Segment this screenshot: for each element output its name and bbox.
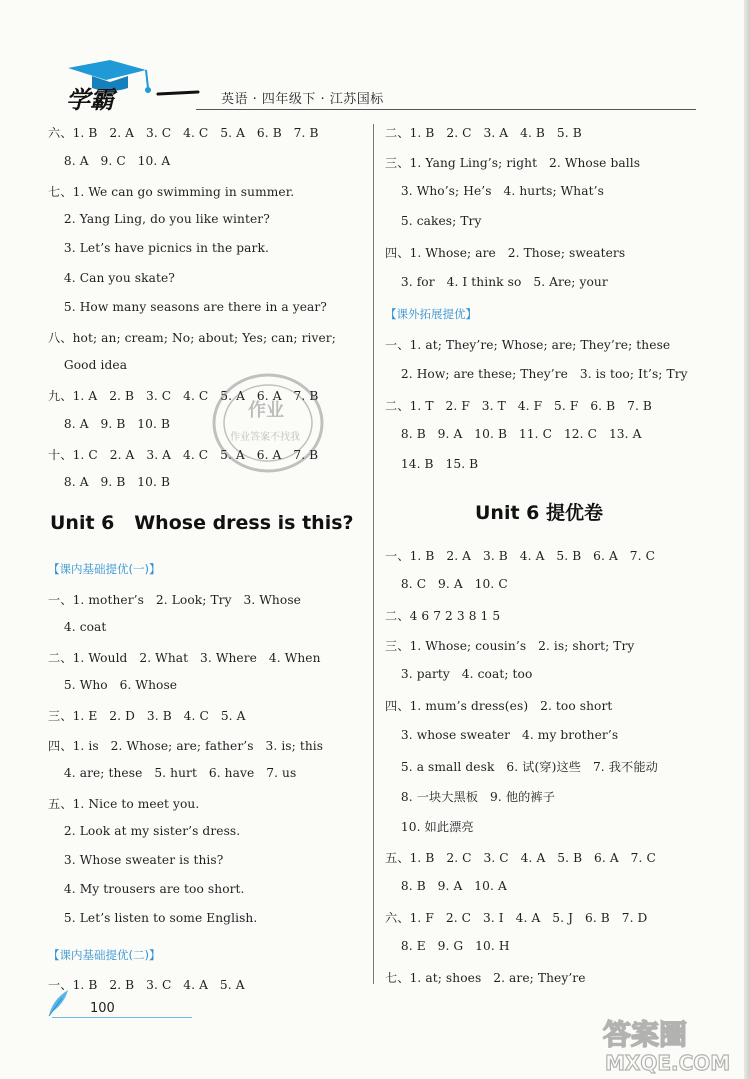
page-number: 100 <box>90 1001 115 1016</box>
answer-line: 4. coat <box>48 620 107 634</box>
answer-line: 十、1. C 2. A 3. A 4. C 5. A 6. A 7. B <box>48 448 319 462</box>
answer-line: 5. Who 6. Whose <box>48 678 178 692</box>
answer-line: 8. A 9. B 10. B <box>48 475 171 489</box>
answer-line: 3. party 4. coat; too <box>385 667 533 681</box>
answer-line: 二、4 6 7 2 3 8 1 5 <box>385 609 501 623</box>
answer-line: 四、1. is 2. Whose; are; father’s 3. is; this <box>48 739 324 753</box>
answer-line: 四、1. mum’s dress(es) 2. too short <box>385 699 613 713</box>
stamp-seal <box>208 368 328 478</box>
answer-line: 一、1. at; They’re; Whose; are; They’re; these <box>385 338 671 352</box>
header-title: 英语 · 四年级下 · 江苏国标 <box>221 92 384 107</box>
answer-line: 8. A 9. C 10. A <box>48 154 171 168</box>
answer-line: 三、1. Whose; cousin’s 2. is; short; Try <box>385 639 635 653</box>
column-divider <box>373 124 374 984</box>
answer-line: 3. for 4. I think so 5. Are; your <box>385 275 608 289</box>
answer-line: 5. How many seasons are there in a year? <box>48 300 327 314</box>
answer-line: 8. B 9. A 10. A <box>385 879 507 893</box>
answer-line: 10. 如此漂亮 <box>385 820 474 834</box>
answer-line: 4. Can you skate? <box>48 271 175 285</box>
watermark-logo <box>595 1010 745 1075</box>
answer-line: 六、1. F 2. C 3. I 4. A 5. J 6. B 7. D <box>385 911 648 925</box>
answer-line: 一、1. mother’s 2. Look; Try 3. Whose <box>48 593 301 607</box>
svg-text:答案圈: 答案圈 <box>603 1018 688 1051</box>
answer-line: 七、1. We can go swimming in summer. <box>48 185 295 199</box>
answer-line: 2. Yang Ling, do you like winter? <box>48 212 270 226</box>
unit-heading: Unit 6 提优卷 <box>475 502 603 524</box>
answer-line: 3. Who’s; He’s 4. hurts; What’s <box>385 184 604 198</box>
answer-line: 14. B 15. B <box>385 457 479 471</box>
answer-line: 2. Look at my sister’s dress. <box>48 824 241 838</box>
answer-line: 三、1. Yang Ling’s; right 2. Whose balls <box>385 156 641 170</box>
answer-line: 3. whose sweater 4. my brother’s <box>385 728 619 742</box>
page-header <box>36 58 696 116</box>
answer-line: 四、1. Whose; are 2. Those; sweaters <box>385 246 626 260</box>
header-rule <box>196 109 696 110</box>
answer-line: 五、1. B 2. C 3. C 4. A 5. B 6. A 7. C <box>385 851 656 865</box>
feather-icon <box>46 988 72 1018</box>
answer-line: 3. Whose sweater is this? <box>48 853 224 867</box>
section-heading: 【课外拓展提优】 <box>385 307 477 321</box>
answer-line: 二、1. B 2. C 3. A 4. B 5. B <box>385 126 582 140</box>
answer-line: 8. B 9. A 10. B 11. C 12. C 13. A <box>385 427 642 441</box>
svg-text:学霸: 学霸 <box>66 86 114 114</box>
section-heading: 【课内基础提优(二)】 <box>48 948 161 962</box>
answer-line: 4. are; these 5. hurt 6. have 7. us <box>48 766 297 780</box>
page-edge-shadow <box>744 0 750 1079</box>
svg-text:作业答案不找我: 作业答案不找我 <box>230 432 300 443</box>
answer-line: 2. How; are these; They’re 3. is too; It’s; Try <box>385 367 688 381</box>
footer-rule <box>52 1017 192 1018</box>
answer-line: 二、1. Would 2. What 3. Where 4. When <box>48 651 321 665</box>
answer-line: 五、1. Nice to meet you. <box>48 797 200 811</box>
svg-text:作业: 作业 <box>248 400 284 421</box>
answer-line: 八、hot; an; cream; No; about; Yes; can; river; <box>48 331 336 345</box>
answer-line: 九、1. A 2. B 3. C 4. C 5. A 6. A 7. B <box>48 389 319 403</box>
answer-line: 4. My trousers are too short. <box>48 882 245 896</box>
answer-line: 七、1. at; shoes 2. are; They’re <box>385 971 586 985</box>
answer-line: 5. a small desk 6. 试(穿)这些 7. 我不能动 <box>385 760 658 774</box>
svg-text:MXQE.COM: MXQE.COM <box>605 1051 731 1075</box>
answer-line: 二、1. T 2. F 3. T 4. F 5. F 6. B 7. B <box>385 399 652 413</box>
answer-line: Good idea <box>48 358 128 372</box>
answer-line: 六、1. B 2. A 3. C 4. C 5. A 6. B 7. B <box>48 126 319 140</box>
answer-line: 8. A 9. B 10. B <box>48 417 171 431</box>
answer-line: 3. Let’s have picnics in the park. <box>48 241 269 255</box>
answer-line: 8. 一块大黑板 9. 他的裤子 <box>385 790 556 804</box>
answer-line: 5. Let’s listen to some English. <box>48 911 258 925</box>
answer-line: 8. E 9. G 10. H <box>385 939 510 953</box>
answer-line: 一、1. B 2. A 3. B 4. A 5. B 6. A 7. C <box>385 549 656 563</box>
section-heading: 【课内基础提优(一)】 <box>48 562 161 576</box>
answer-line: 8. C 9. A 10. C <box>385 577 508 591</box>
answer-line: 5. cakes; Try <box>385 214 482 228</box>
answer-line: 一、1. B 2. B 3. C 4. A 5. A <box>48 978 245 992</box>
unit-heading: Unit 6 Whose dress is this? <box>50 512 354 534</box>
xueba-logo <box>48 58 208 114</box>
answer-line: 三、1. E 2. D 3. B 4. C 5. A <box>48 709 246 723</box>
